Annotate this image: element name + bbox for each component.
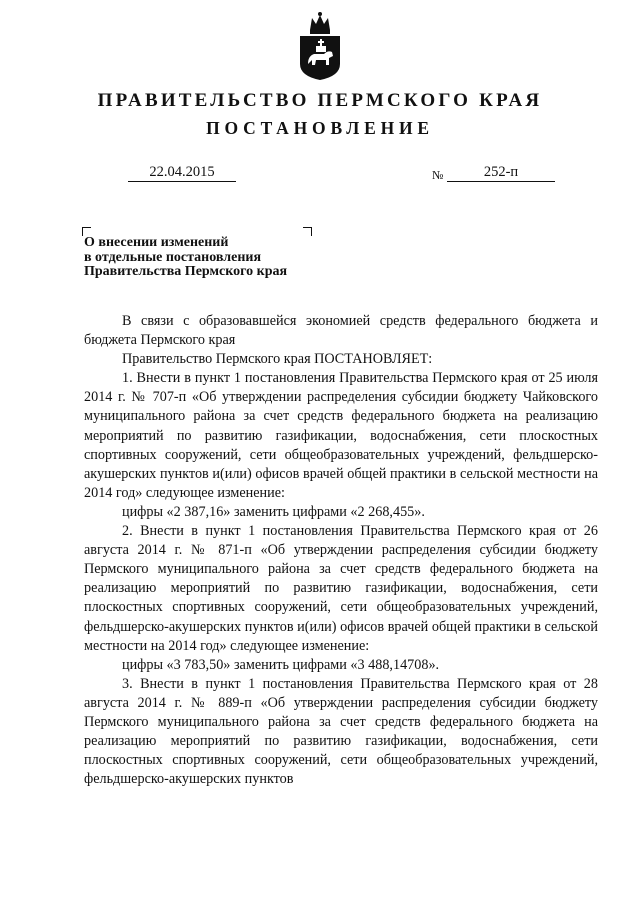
resolution-statement: Правительство Пермского края ПОСТАНОВЛЯЕТ: [122, 351, 433, 368]
number-sign: № [432, 168, 444, 182]
clause-1: 1. Внести в пункт 1 постановления Правительства Пермского края от 25 июля 2014 г. № 707-п «Об утверждении распределения субсидии бюджету Чайковского муниципального района за счет средств федерального бюджета на реализацию мероприятий по развитию газификации, водоснабжения, сети плоскостных спортивных сооружений, сети общеобразовательных учреждений, фельдшерско-акушерских пунктов и(или) офисов врачей общей практики в сельской местности на 2014 год» следующее изменение: [84, 370, 598, 501]
clause-1-change: цифры «2 387,16» заменить цифрами «2 268,455». [122, 503, 425, 520]
document-date: 22.04.2015 [128, 164, 236, 182]
subject-corner-mark-right [303, 227, 312, 236]
document-subject [84, 236, 344, 280]
document-body [84, 312, 598, 789]
clause-2-change: цифры «3 783,50» заменить цифрами «3 488,14708». [122, 656, 440, 673]
preamble-paragraph: В связи с образовавшейся экономией средств федерального бюджета и бюджета Пермского края [84, 313, 598, 349]
document-type: ПОСТАНОВЛЕНИЕ [206, 118, 434, 138]
perm-krai-coat-of-arms-icon [296, 10, 344, 82]
subject-line: в отдельные постановления [84, 249, 262, 265]
document-number: 252-п [447, 164, 555, 182]
government-title: ПРАВИТЕЛЬСТВО ПЕРМСКОГО КРАЯ [97, 90, 543, 111]
subject-line: Правительства Пермского края [84, 264, 288, 280]
subject-line: О внесении изменений [84, 235, 229, 250]
clause-3: 3. Внести в пункт 1 постановления Правительства Пермского края от 28 августа 2014 г. № 889-п «Об утверждении распределения субсидии бюджету Пермского муниципального района за счет средств федерального бюджета на реализацию мероприятий по развитию газификации, водоснабжения, сети плоскостных спортивных сооружений, сети общеобразовательных учреждений, фельдшерско-акушерских пунктов [84, 675, 598, 788]
clause-2: 2. Внести в пункт 1 постановления Правительства Пермского края от 26 августа 2014 г. № 871-п «Об утверждении распределения субсидии бюджету Пермского муниципального района за счет средств федерального бюджета на реализацию мероприятий по развитию газификации, водоснабжения, сети плоскостных спортивных сооружений, сети общеобразовательных учреждений, фельдшерско-акушерских пунктов и(или) офисов врачей общей практики в сельской местности на 2014 год» следующее изменение: [84, 523, 598, 654]
